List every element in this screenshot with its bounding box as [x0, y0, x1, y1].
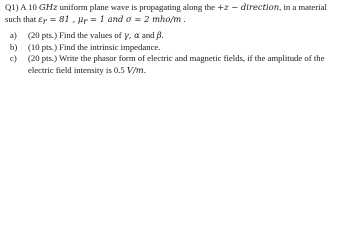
part-text-segment: .: [161, 30, 164, 40]
part-text-segment: and: [139, 30, 157, 40]
question-block: [5, 1, 348, 76]
question-text: .: [181, 14, 186, 24]
part-marker: b): [10, 41, 18, 52]
question-line-1: [5, 1, 348, 13]
part-marker: c): [10, 53, 17, 63]
permeability-symbol: μ: [77, 14, 84, 24]
part-text: [28, 30, 348, 42]
parts-list: [5, 30, 348, 76]
question-line-2: [5, 13, 348, 25]
question-text: such that: [5, 14, 39, 24]
permittivity-value: = 81 ,: [46, 14, 78, 24]
permittivity-symbol: ε: [38, 14, 43, 24]
question-text: , in a material: [279, 2, 327, 12]
permittivity-subscript: r: [42, 16, 47, 26]
conductivity-value: σ = 2 mho/m: [126, 14, 182, 24]
permeability-subscript: r: [83, 16, 88, 26]
part-b: [5, 42, 348, 54]
part-a: [5, 30, 348, 42]
gamma-alpha-symbols: γ, α: [123, 30, 140, 40]
part-c: [5, 53, 348, 76]
frequency-unit: GHz: [39, 2, 58, 12]
part-text-segment: .: [143, 64, 146, 75]
part-marker: a): [10, 30, 17, 40]
question-text: Q1) A 10: [5, 2, 40, 12]
part-text: [28, 53, 348, 76]
beta-symbol: β: [156, 30, 162, 40]
permeability-value: = 1 and: [87, 14, 127, 24]
part-text-segment: electric field intensity is 0.5: [28, 64, 127, 75]
propagation-direction: +z − direction: [217, 2, 280, 12]
question-text: uniform plane wave is propagating along the: [57, 2, 218, 12]
part-text: (10 pts.) Find the intrinsic impedance.: [28, 41, 161, 52]
part-text-segment: (20 pts.) Write the phasor form of electric and magnetic fields, if the amplitude of the: [28, 53, 325, 63]
field-unit: V/m: [126, 64, 144, 75]
part-text-segment: (20 pts.) Find the values of: [28, 30, 124, 40]
